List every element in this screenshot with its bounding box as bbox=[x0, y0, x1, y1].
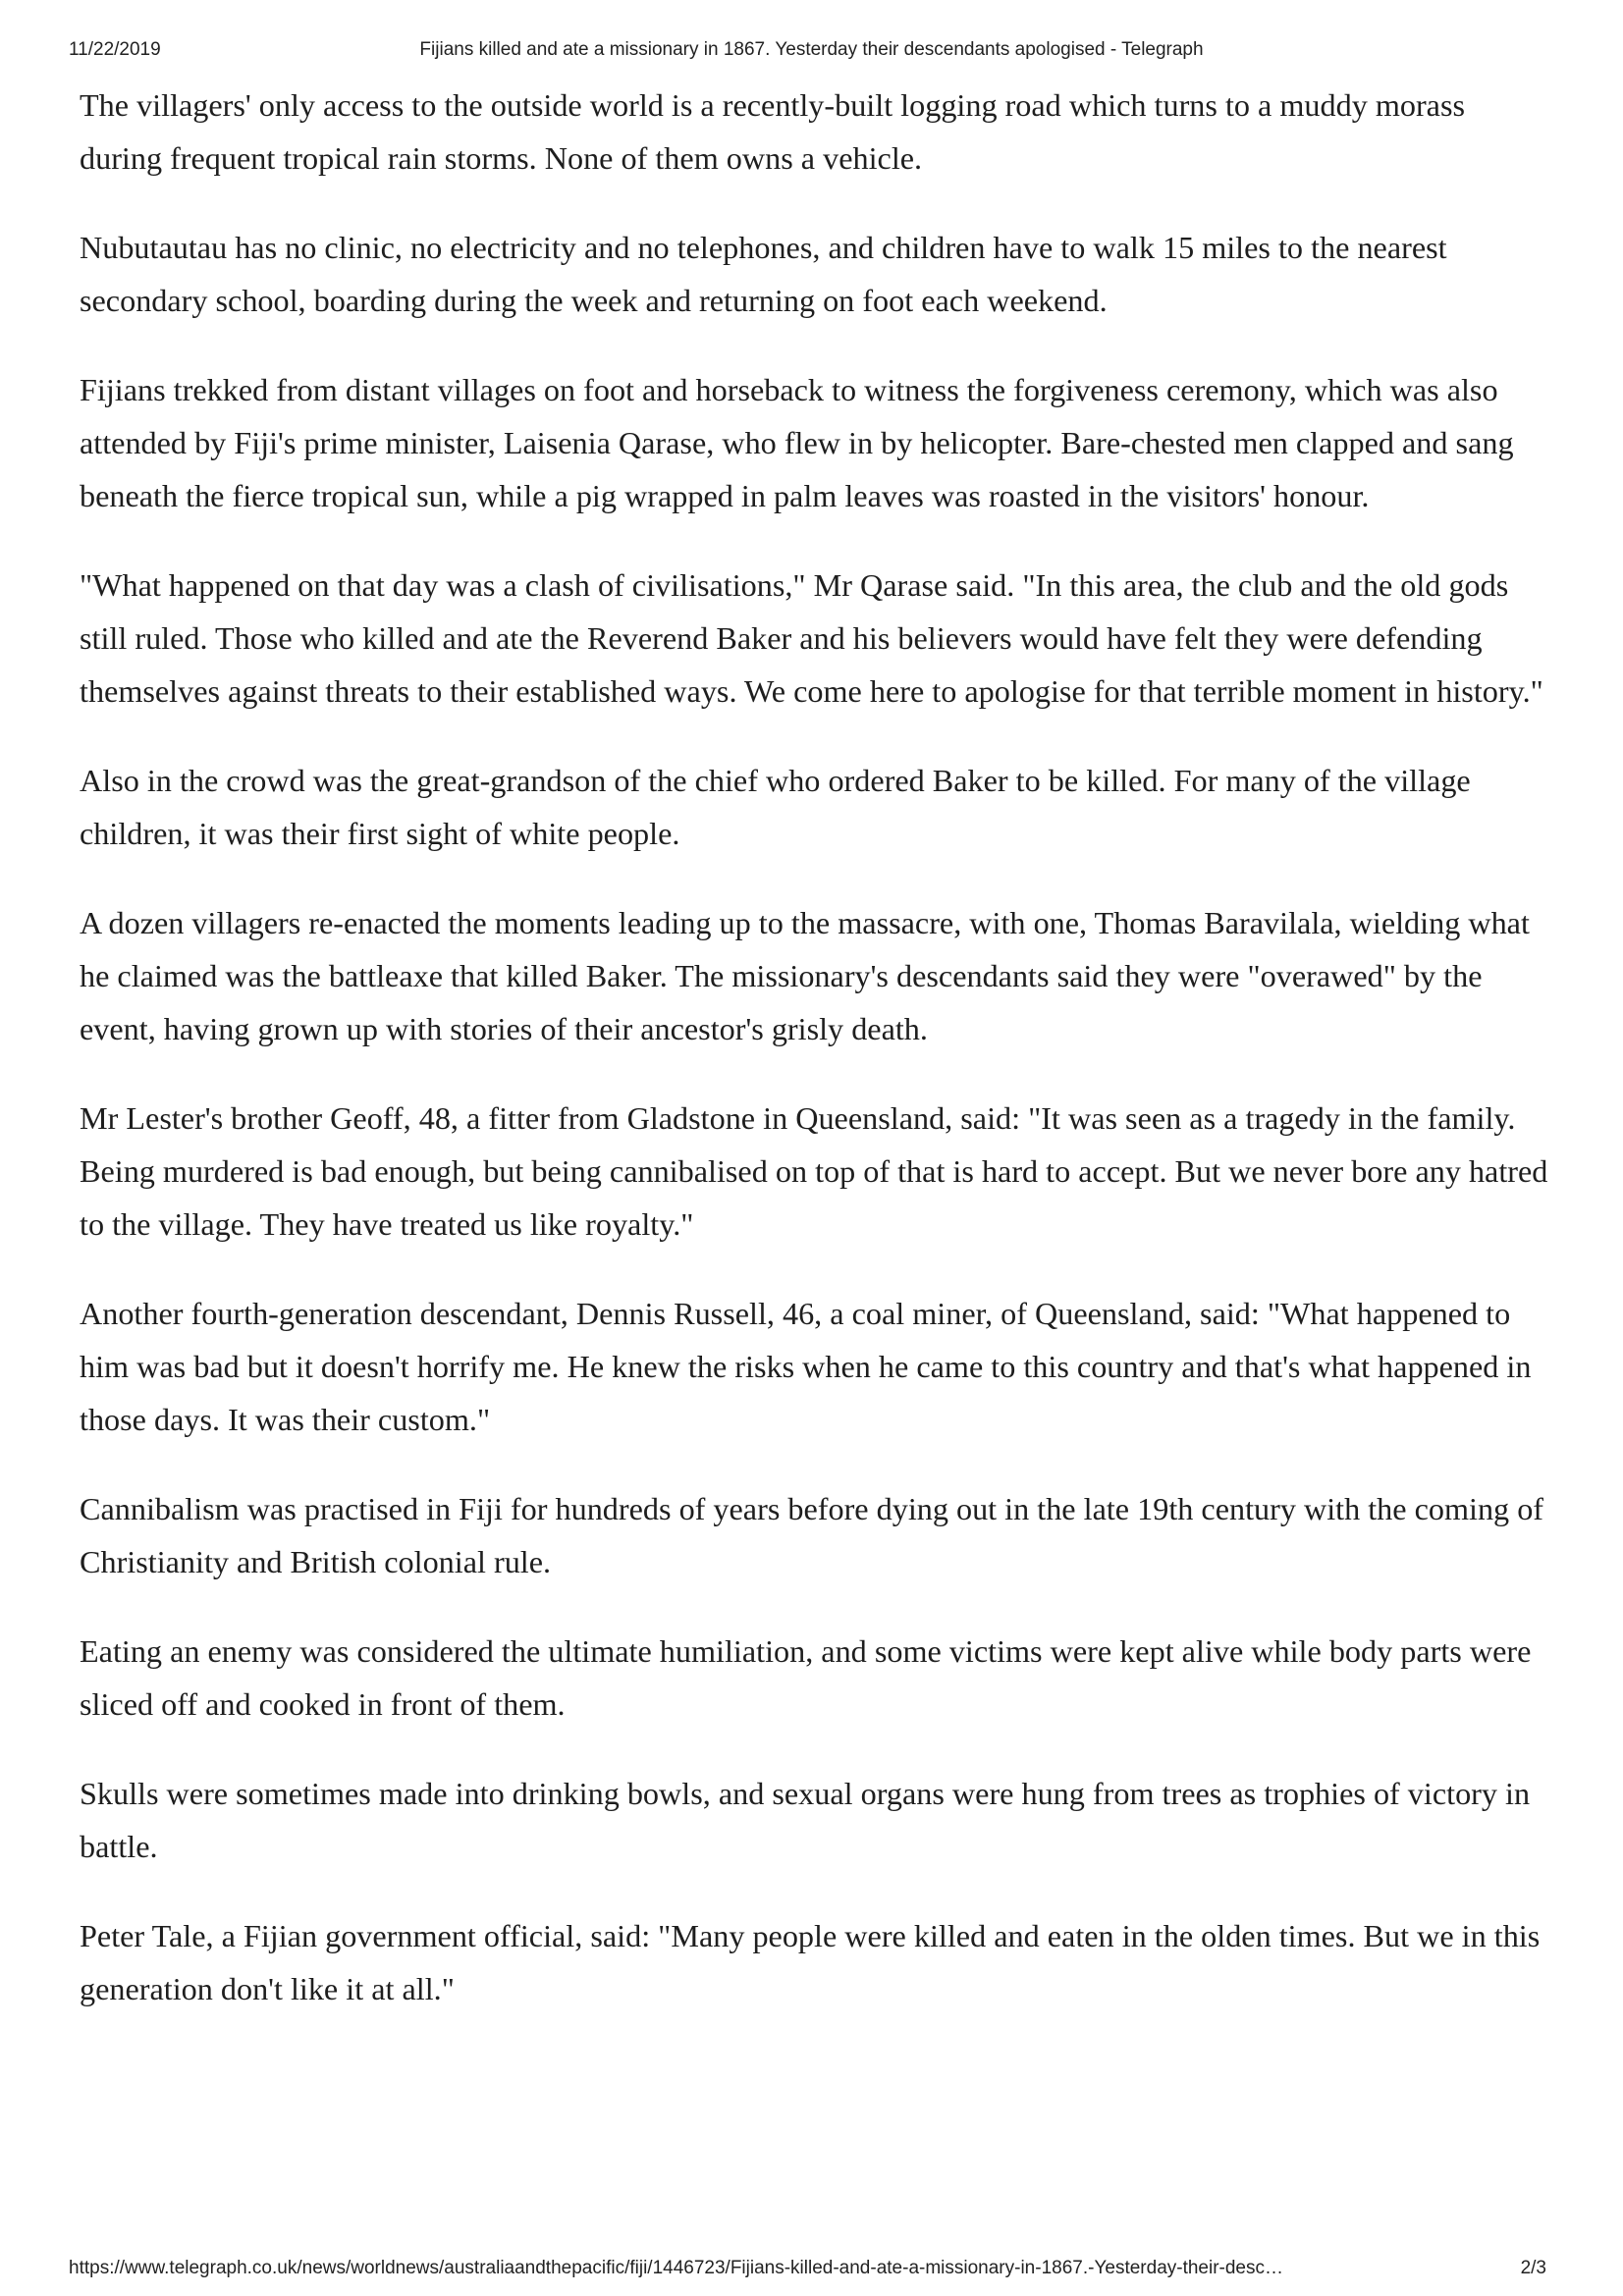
page-title: Fijians killed and ate a missionary in 1867. Yesterday their descendants apologised - Telegraph bbox=[419, 39, 1204, 60]
article-paragraph: Another fourth-generation descendant, Dennis Russell, 46, a coal miner, of Queensland, said: "What happened to him was bad but it doesn't horrify me. He knew the risks when he came to this country and that's what happened in those days. It was their custom." bbox=[80, 1296, 1532, 1437]
article-paragraph: The villagers' only access to the outside world is a recently-built logging road which turns to a muddy morass during frequent tropical rain storms. None of them owns a vehicle. bbox=[80, 87, 1466, 176]
article-paragraph: Also in the crowd was the great-grandson of the chief who ordered Baker to be killed. For many of the village children, it was their first sight of white people. bbox=[80, 763, 1471, 851]
print-footer bbox=[69, 2258, 1554, 2283]
article-paragraph: A dozen villagers re-enacted the moments leading up to the massacre, with one, Thomas Baravilala, wielding what he claimed was the battleaxe that killed Baker. The missionary's descendants said they were "overawed" by the event, having grown up with stories of their ancestor's grisly death. bbox=[80, 905, 1530, 1046]
article-paragraph: Peter Tale, a Fijian government official, said: "Many people were killed and eaten in the olden times. But we in this generation don't like it at all." bbox=[80, 1918, 1541, 2006]
article-paragraph: Mr Lester's brother Geoff, 48, a fitter from Gladstone in Queensland, said: "It was seen as a tragedy in the family. Being murdered is bad enough, but being cannibalised on top of that is hard to accept. But we never bore any hatred to the village. They have treated us like royalty." bbox=[80, 1100, 1548, 1242]
print-header bbox=[69, 39, 1554, 65]
page-url: https://www.telegraph.co.uk/news/worldnews/australiaandthepacific/fiji/1446723/Fijians-killed-and-ate-a-missionary-in-1867.-Yesterday-their-desc… bbox=[69, 2258, 1284, 2278]
page-number: 2/3 bbox=[1520, 2258, 1546, 2278]
print-date: 11/22/2019 bbox=[69, 39, 161, 60]
article-paragraph: "What happened on that day was a clash of civilisations," Mr Qarase said. "In this area, the club and the old gods still ruled. Those who killed and ate the Reverend Baker and his believers would have felt they were defending themselves against threats to their established ways. We come here to apologise for that terrible moment in history." bbox=[80, 567, 1543, 709]
article-paragraph: Cannibalism was practised in Fiji for hundreds of years before dying out in the late 19th century with the coming of Christianity and British colonial rule. bbox=[80, 1491, 1544, 1579]
article-paragraph: Skulls were sometimes made into drinking bowls, and sexual organs were hung from trees as trophies of victory in battle. bbox=[80, 1776, 1531, 1864]
article-paragraph: Fijians trekked from distant villages on foot and horseback to witness the forgiveness ceremony, which was also attended by Fiji's prime minister, Laisenia Qarase, who flew in by helicopter. Bare-chested men clapped and sang beneath the fierce tropical sun, while a pig wrapped in palm leaves was roasted in the visitors' honour. bbox=[80, 372, 1514, 513]
article-paragraph: Eating an enemy was considered the ultimate humiliation, and some victims were kept alive while body parts were sliced off and cooked in front of them. bbox=[80, 1633, 1532, 1722]
article-body bbox=[80, 79, 1552, 2052]
article-paragraph: Nubutautau has no clinic, no electricity and no telephones, and children have to walk 15 miles to the nearest secondary school, boarding during the week and returning on foot each weekend. bbox=[80, 230, 1447, 318]
